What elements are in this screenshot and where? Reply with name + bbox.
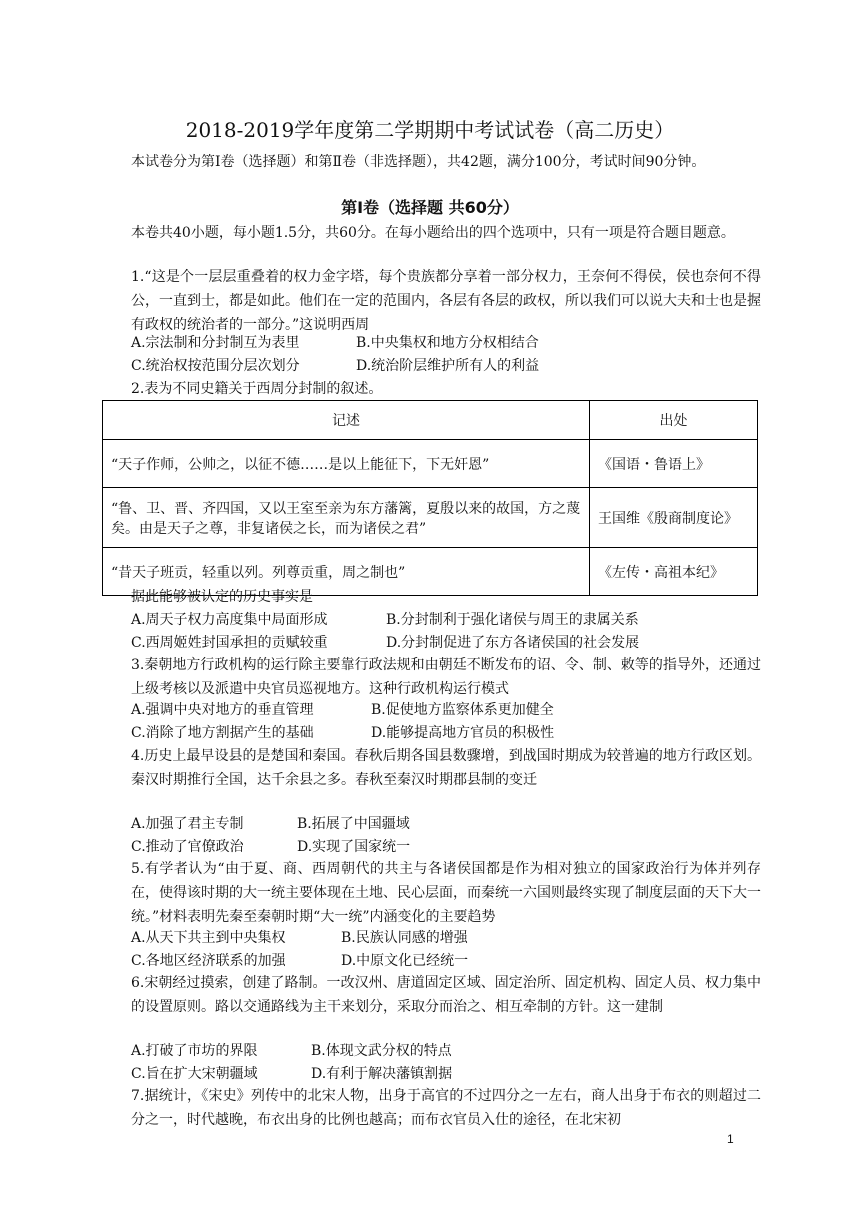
question-7-stem: 7.据统计，《宋史》列传中的北宋人物，出身于高官的不过四分之一左右，商人出身于布衣的则超过二分之一，时代越晚，布衣出身的比例也越高；而布衣官员入仕的途径，在北宋初	[131, 1088, 761, 1128]
question-5-option-d: D.中原文化已经统一	[341, 953, 469, 969]
section-instructions: 本卷共40小题，每小题1.5分，共60分。在每小题给出的四个选项中，只有一项是符合题目题意。	[131, 225, 735, 241]
question-1-option-c: C.统治权按范围分层次划分	[131, 358, 300, 374]
section-heading: 第Ⅰ卷（选择题 共60分）	[341, 198, 519, 217]
question-1-option-a: A.宗法制和分封制互为表里	[131, 335, 300, 351]
question-1-stem: 1.“这是个一层层重叠着的权力金字塔，每个贵族都分享着一部分权力，王奈何不得侯，侯也奈何不得公，一直到士，都是如此。他们在一定的范围内，各层有各层的政权，所以我们可以说大夫和士也是握有政权的统治者的一部分。”这说明西周	[131, 269, 761, 333]
question-1-options-row-2	[131, 355, 771, 378]
source-table	[102, 400, 758, 596]
question-2-after: 据此能够被认定的历史事实是	[131, 589, 313, 605]
question-5-options-row-1	[131, 927, 771, 950]
question-6-stem: 6.宋朝经过摸索，创建了路制。一改汉州、唐道固定区域、固定治所、固定机构、固定人员、权力集中的设置原则。路以交通路线为主干来划分，采取分而治之、相互牵制的方针。这一建制	[131, 975, 761, 1015]
question-6-option-c: C.旨在扩大宋朝疆域	[131, 1066, 258, 1082]
question-2-option-d: D.分封制促进了东方各诸侯国的社会发展	[386, 635, 640, 651]
table-cell-source: 《左传・高祖本纪》	[590, 548, 758, 596]
table-cell-record: “昔天子班贡，轻重以列。列尊贡重，周之制也”	[103, 548, 590, 596]
question-2-option-b: B.分封制利于强化诸侯与周王的隶属关系	[386, 612, 639, 628]
table-row	[103, 488, 758, 548]
question-3-options-row-1	[131, 699, 771, 722]
table-cell-source: 《国语・鲁语上》	[590, 440, 758, 488]
question-3-option-c: C.消除了地方割据产生的基础	[131, 725, 314, 741]
question-4-options-row-1	[131, 813, 771, 836]
question-5-option-c: C.各地区经济联系的加强	[131, 953, 286, 969]
question-3-stem: 3.秦朝地方行政机构的运行除主要靠行政法规和由朝廷不断发布的诏、令、制、敕等的指导外，还通过上级考核以及派遣中央官员巡视地方。这种行政机构运行模式	[131, 657, 761, 697]
question-4-stem: 4.历史上最早设县的是楚国和秦国。春秋后期各国县数骤增，到战国时期成为较普遍的地方行政区划。秦汉时期推行全国，达千余县之多。春秋至秦汉时期郡县制的变迁	[131, 748, 761, 788]
question-2-options-row-1	[131, 609, 771, 632]
table-row	[103, 440, 758, 488]
question-1-option-b: B.中央集权和地方分权相结合	[356, 335, 539, 351]
table-cell-source: 王国维《殷商制度论》	[590, 488, 758, 548]
question-6-option-b: B.体现文武分权的特点	[311, 1043, 452, 1059]
question-5-option-a: A.从天下共主到中央集权	[131, 930, 286, 946]
question-6-options-row-2	[131, 1063, 771, 1086]
question-1-option-d: D.统治阶层维护所有人的利益	[356, 358, 540, 374]
question-3-option-b: B.促使地方监察体系更加健全	[371, 702, 554, 718]
table-cell-record: “鲁、卫、晋、齐四国，又以王室至亲为东方藩篱，夏殷以来的故国，方之蔑矣。由是天子之尊，非复诸侯之长，而为诸侯之君”	[103, 488, 590, 548]
question-3-option-a: A.强调中央对地方的垂直管理	[131, 702, 314, 718]
question-6-option-a: A.打破了市坊的界限	[131, 1043, 258, 1059]
question-5-options-row-2	[131, 950, 771, 973]
question-2-option-c: C.西周姬姓封国承担的贡赋较重	[131, 635, 328, 651]
question-2-stem: 2.表为不同史籍关于西周分封制的叙述。	[131, 381, 383, 397]
question-6-option-d: D.有利于解决藩镇割据	[311, 1066, 453, 1082]
page-number: 1	[727, 1132, 734, 1146]
table-cell-record: “天子作师，公帅之，以征不德……是以上能征下，下无奸恩”	[103, 440, 590, 488]
question-1-options-row-1	[131, 332, 771, 355]
table-header-record: 记述	[103, 401, 590, 440]
question-4-option-c: C.推动了官僚政治	[131, 839, 244, 855]
question-4-options-row-2	[131, 836, 771, 859]
table-header-row	[103, 401, 758, 440]
question-5-option-b: B.民族认同感的增强	[341, 930, 468, 946]
exam-title: 2018-2019学年度第二学期期中考试试卷（高二历史）	[185, 118, 675, 142]
question-4-option-b: B.拓展了中国疆域	[297, 816, 410, 832]
question-2-option-a: A.周天子权力高度集中局面形成	[131, 612, 328, 628]
question-6-options-row-1	[131, 1040, 771, 1063]
question-3-options-row-2	[131, 722, 771, 745]
table-header-source: 出处	[590, 401, 758, 440]
question-3-option-d: D.能够提高地方官员的积极性	[371, 725, 555, 741]
exam-intro: 本试卷分为第Ⅰ卷（选择题）和第Ⅱ卷（非选择题），共42题，满分100分，考试时间90分钟。	[131, 154, 706, 170]
question-2-options-row-2	[131, 632, 771, 655]
question-5-stem: 5.有学者认为“由于夏、商、西周朝代的共主与各诸侯国都是作为相对独立的国家政治行为体并列存在，使得该时期的大一统主要体现在土地、民心层面，而秦统一六国则最终实现了制度层面的天下大一统。”材料表明先秦至秦朝时期“大一统”内涵变化的主要趋势	[131, 861, 761, 925]
question-4-option-d: D.实现了国家统一	[297, 839, 411, 855]
question-4-option-a: A.加强了君主专制	[131, 816, 244, 832]
